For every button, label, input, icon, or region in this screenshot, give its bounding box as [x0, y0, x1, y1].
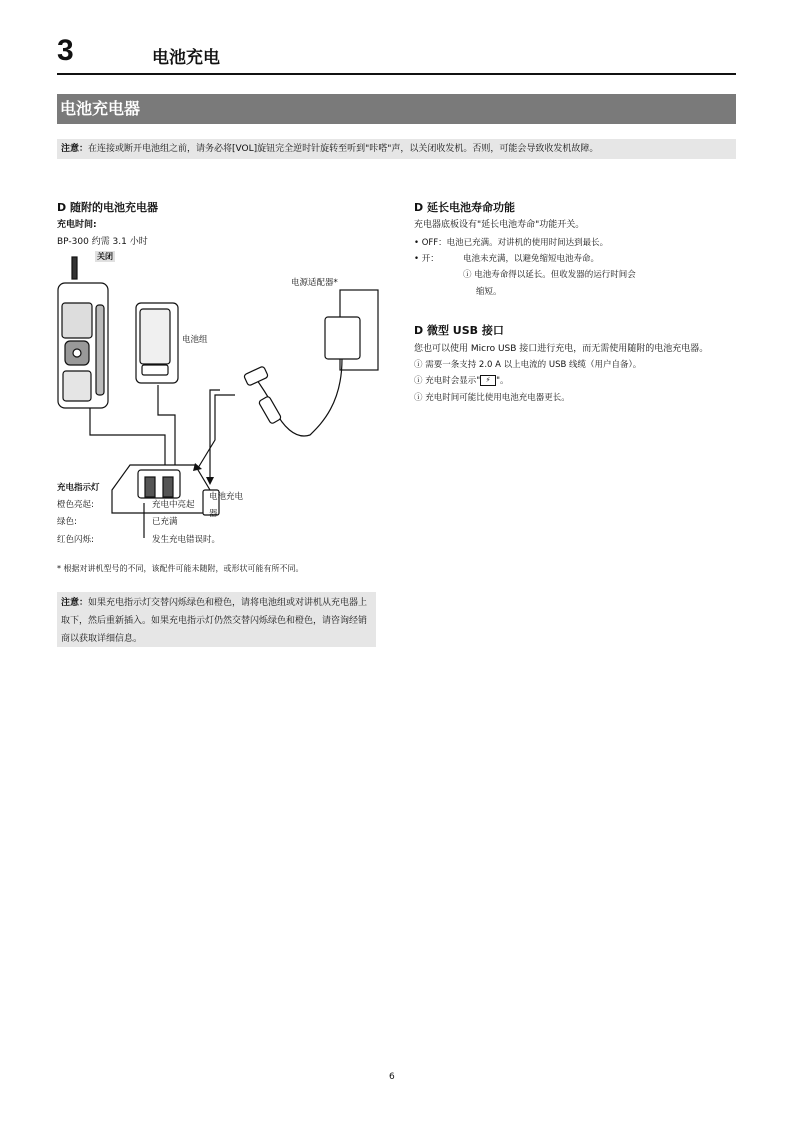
usb-item-2-post: "。: [496, 376, 509, 386]
indicator-green-desc: 已充满: [152, 517, 178, 527]
on-label: • 开：: [414, 254, 439, 264]
usb-heading: D 微型 USB 接口: [414, 324, 504, 337]
on-sub-1: ⓘ 电池寿命得以延长。但收发器的运行时间会: [463, 270, 636, 280]
off-label: 关闭: [97, 252, 113, 261]
chapter-title: 电池充电: [152, 48, 220, 68]
included-charger-heading: D 随附的电池充电器: [57, 201, 158, 214]
charge-time-value: BP-300 约需 3.1 小时: [57, 237, 148, 247]
usb-item-2: [414, 374, 509, 386]
extend-life-heading: D 延长电池寿命功能: [414, 201, 515, 214]
adapter-footnote: * 根据对讲机型号的不同，该配件可能未随附，或形状可能有所不同。: [57, 564, 304, 573]
indicator-red-desc: 发生充电错误时。: [152, 535, 221, 545]
usb-item-3: ⓘ 充电时间可能比使用电池充电器更长。: [414, 393, 570, 403]
battery-pack-label: 电池组: [182, 335, 208, 345]
charging-icon: ⚡: [480, 375, 496, 386]
usb-item-1: ⓘ 需要一条支持 2.0 A 以上电流的 USB 线缆（用户自备）。: [414, 360, 642, 370]
indicator-green: 绿色:: [57, 517, 77, 527]
caution-label: 注意：: [61, 144, 89, 154]
section-title: 电池充电器: [57, 94, 736, 124]
page-number: 6: [389, 1072, 395, 1082]
indicator-orange: 橙色亮起:: [57, 500, 94, 510]
extend-life-intro: 充电器底板设有"延长电池寿命"功能开关。: [414, 220, 585, 230]
usb-intro: 您也可以使用 Micro USB 接口进行充电，而无需使用随附的电池充电器。: [414, 344, 709, 354]
top-caution-note: [57, 139, 736, 159]
charge-time-label: 充电时间:: [57, 220, 97, 230]
indicator-red: 红色闪烁:: [57, 535, 94, 545]
on-text: 电池未充满，以避免缩短电池寿命。: [463, 254, 600, 264]
indicator-orange-desc: 充电中亮起: [152, 500, 195, 510]
charger-label-1: 电池充电: [209, 492, 244, 502]
caution-text: 如果充电指示灯交替闪烁绿色和橙色，请将电池组或对讲机从充电器上取下，然后重新插入。如果充电指示灯仍然交替闪烁绿色和橙色，请咨询经销商以获取详细信息。: [61, 598, 368, 644]
off-item: • OFF：电池已充满。对讲机的使用时间达到最长。: [414, 238, 609, 248]
charger-label-2: 器: [209, 509, 218, 519]
power-adapter: [325, 317, 360, 359]
on-sub-2: 缩短。: [476, 287, 502, 297]
adapter-label: 电源适配器*: [291, 278, 338, 288]
header-rule: [57, 73, 736, 75]
indicator-caution-note: [57, 592, 376, 647]
caution-text: 在连接或断开电池组之前，请务必将[VOL]旋钮完全逆时针旋转至听到"咔嗒"声，以关闭收发机。否则，可能会导致收发机故障。: [88, 144, 599, 154]
radio-antenna: [72, 257, 77, 279]
indicator-heading: 充电指示灯: [57, 483, 100, 493]
caution-label: 注意：: [61, 598, 89, 608]
chapter-number: 3: [57, 34, 74, 67]
usb-item-2-pre: ⓘ 充电时会显示": [414, 376, 481, 386]
